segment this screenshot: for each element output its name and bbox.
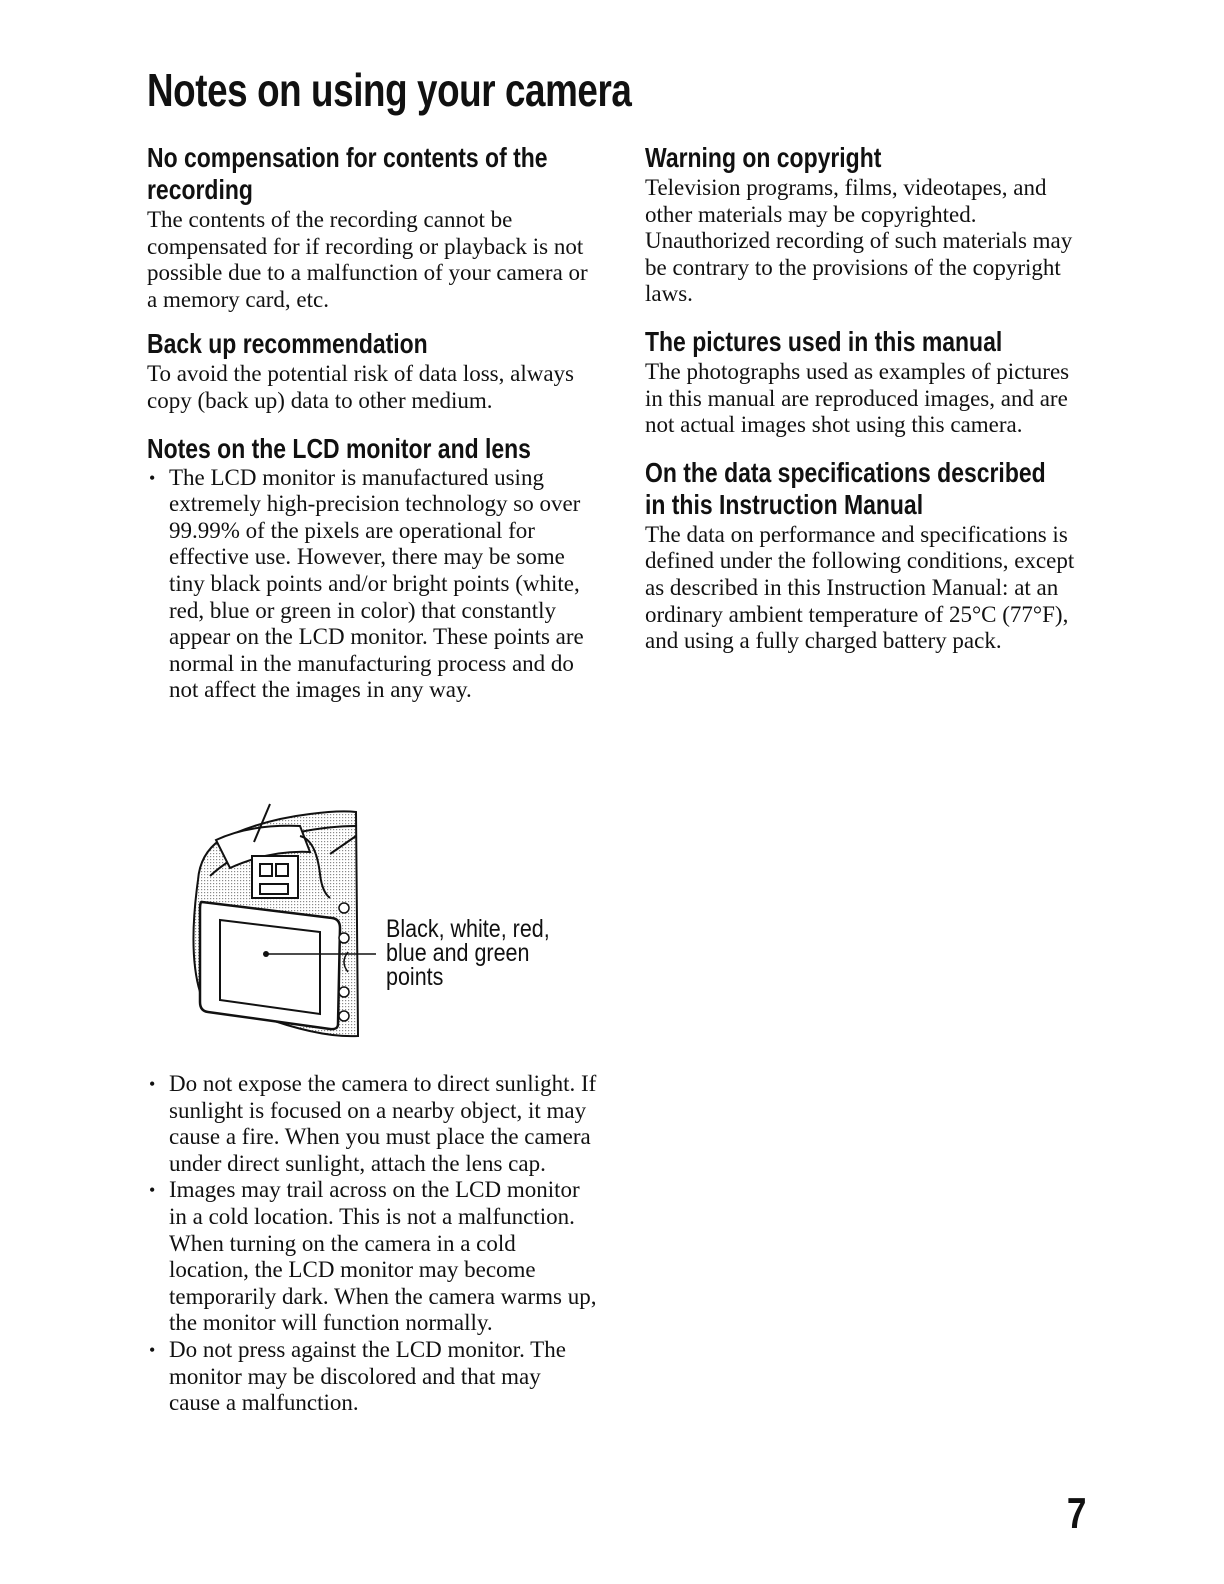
lcd-monitor-shape xyxy=(200,902,340,1029)
section-copyright xyxy=(645,142,1090,308)
lcd-bullet-list xyxy=(147,465,592,704)
callout-line3: points xyxy=(386,963,444,991)
list-item xyxy=(147,1337,597,1417)
bullet-text: Do not expose the camera to direct sunlight. If sunlight is focused on a nearby object, it may cause a fire. When you must place the camera under direct sunlight, attach the lens cap. xyxy=(169,1071,597,1176)
section-data-specs xyxy=(645,457,1090,655)
bullet-icon: • xyxy=(149,1339,156,1360)
list-item xyxy=(147,1071,597,1177)
bullet-icon: • xyxy=(149,467,156,488)
page-number: 7 xyxy=(1066,1489,1086,1538)
page-title: Notes on using your camera xyxy=(147,64,632,116)
figure-callout xyxy=(386,917,575,989)
list-item xyxy=(147,465,592,704)
bullet-icon: • xyxy=(149,1180,156,1201)
section-pictures xyxy=(645,326,1090,439)
section-back-up xyxy=(147,328,592,414)
list-item xyxy=(147,1177,597,1337)
heading-copyright: Warning on copyright xyxy=(645,142,882,173)
callout-line1: Black, white, red, xyxy=(386,915,550,943)
text-data-specs: The data on performance and specifications is defined under the following conditions, except as described in this Instruction Manual: at an ordinary ambient temperature of 25°C (77°F), and using a fully charged battery pack. xyxy=(645,521,1075,654)
left-column xyxy=(147,142,592,704)
text-back-up: To avoid the potential risk of data loss, always copy (back up) data to other medium. xyxy=(147,361,574,413)
viewfinder-shape xyxy=(252,856,298,898)
text-pictures: The photographs used as examples of pictures in this manual are reproduced images, and are not actual images shot using this camera. xyxy=(645,358,1070,438)
lcd-lens-more-notes xyxy=(147,1071,597,1417)
bullet-text: Images may trail across on the LCD monitor in a cold location. This is not a malfunction. When turning on the camera in a cold location, the LCD monitor may become temporarily dark. When the camera warms up, the monitor will function normally. xyxy=(169,1177,597,1336)
bullet-text: Do not press against the LCD monitor. The monitor may be discolored and that may cause a malfunction. xyxy=(169,1336,566,1416)
section-lcd-lens xyxy=(147,433,592,704)
heading-lcd-lens: Notes on the LCD monitor and lens xyxy=(147,432,531,464)
heading-no-compensation-line2: recording xyxy=(147,174,253,205)
callout-line2: blue and green xyxy=(386,939,530,967)
text-copyright: Television programs, films, videotapes, and other materials may be copyrighted. Unauthorized recording of such materials may be contrary to the provisions of the copyright laws. xyxy=(645,175,1073,307)
text-no-compensation: The contents of the recording cannot be compensated for if recording or playback is not possible due to a malfunction of your camera or a memory card, etc. xyxy=(147,207,588,312)
bullet-text: The LCD monitor is manufactured using extremely high-precision technology so over 99.99% of the pixels are operational for effective use. However, there may be some tiny black points and/or bright points (white, red, blue or green in color) that constantly appear on the LCD monitor. These points are normal in the manufacturing process and do not affect the images in any way. xyxy=(169,464,584,703)
more-bullet-list xyxy=(147,1071,597,1417)
heading-data-specs-line2: in this Instruction Manual xyxy=(645,488,924,520)
heading-back-up: Back up recommendation xyxy=(147,328,428,360)
heading-no-compensation xyxy=(147,142,592,206)
heading-data-specs xyxy=(645,457,1090,521)
heading-no-compensation-line1: No compensation for contents of the xyxy=(147,142,548,173)
right-column xyxy=(645,142,1090,655)
bullet-icon: • xyxy=(149,1074,156,1094)
heading-data-specs-line1: On the data specifications described xyxy=(645,456,1046,488)
heading-pictures: The pictures used in this manual xyxy=(645,325,1003,357)
section-no-compensation xyxy=(147,142,592,313)
